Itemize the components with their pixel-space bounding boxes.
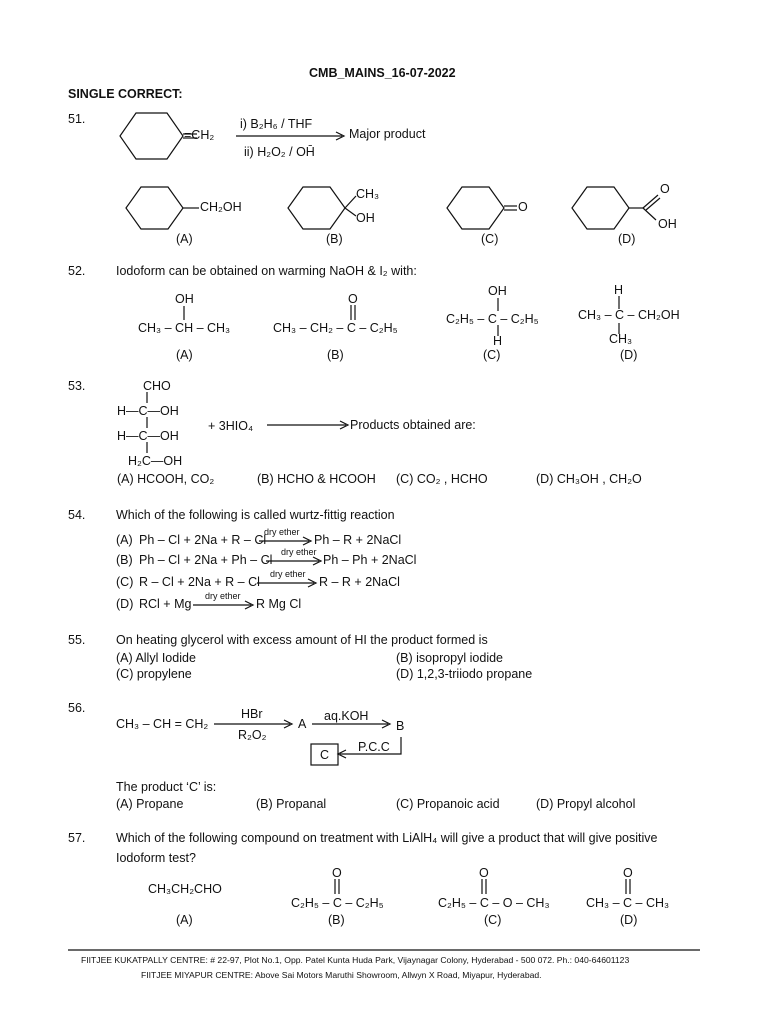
q57-text-1: Which of the following compound on treatment with LiAlH₄ will give a product that will give positive (116, 831, 658, 845)
q54-option-d-right: R Mg Cl (256, 597, 302, 611)
q56-reagent-bottom: R₂O₂ (238, 728, 267, 742)
q51-ring-d (572, 187, 629, 229)
q54-option-a-right: Ph – R + 2NaCl (314, 533, 402, 547)
q51-option-a: (A) (176, 232, 193, 246)
q52-option-c: (C) (483, 348, 501, 362)
q52-b-top: O (348, 292, 358, 306)
q56-number: 56. (68, 701, 86, 715)
q52-b-main: CH₃ – CH₂ – C – C₂H₅ (273, 321, 398, 335)
q51-ring-a (126, 187, 183, 229)
q55-number: 55. (68, 633, 86, 647)
q56-option-c: (C) Propanoic acid (396, 797, 500, 811)
q56-option-b: (B) Propanal (256, 797, 327, 811)
q56-product-a: A (298, 717, 307, 731)
q57-d-main: CH₃ – C – CH₃ (586, 896, 670, 910)
q51-reactant-ring (120, 113, 183, 159)
q52-option-b: (B) (327, 348, 344, 362)
q52-d-main: CH₃ – C – CH₂OH (578, 308, 680, 322)
q57-b-top: O (332, 866, 342, 880)
q51-ring-b (288, 187, 345, 229)
q52-option-d: (D) (620, 348, 638, 362)
q51-reagent-2: ii) H₂O₂ / OH̄ (244, 145, 315, 159)
q54-option-b-label: (B) (116, 553, 133, 567)
q56-question: The product ‘C’ is: (116, 780, 217, 794)
q53-option-a: (A) HCOOH, CO₂ (117, 472, 215, 486)
q54-option-d-label: (D) (116, 597, 134, 611)
q51-option-c: (C) (481, 232, 499, 246)
q53-option-b: (B) HCHO & HCOOH (257, 472, 376, 486)
q53-row-1: H—C—OH (117, 404, 179, 418)
q54-option-b-right: Ph – Ph + 2NaCl (323, 553, 417, 567)
section-heading: SINGLE CORRECT: (68, 87, 183, 101)
q54-option-d-arrow-label: dry ether (205, 591, 241, 601)
q54-option-c-left: R – Cl + 2Na + R – Cl (139, 575, 260, 589)
q57-text-2: Iodoform test? (116, 851, 196, 865)
q51-d-group-1: O (660, 182, 670, 196)
q51-option-b: (B) (326, 232, 343, 246)
q57-option-d: (D) (620, 913, 638, 927)
q51-reagent-1: i) B₂H₆ / THF (240, 117, 313, 131)
q56-reagent-2: aq.KOH (324, 709, 369, 723)
q57-a-main: CH₃CH₂CHO (148, 882, 222, 896)
q52-c-top: OH (488, 284, 507, 298)
q54-option-d-left: RCl + Mg (139, 597, 192, 611)
q51-option-d: (D) (618, 232, 636, 246)
q55-option-b: (B) isopropyl iodide (396, 651, 503, 665)
q51-number: 51. (68, 112, 86, 126)
q52-text: Iodoform can be obtained on warming NaOH & I₂ with: (116, 264, 417, 278)
q57-number: 57. (68, 831, 86, 845)
q54-option-c-right: R – R + 2NaCl (319, 575, 400, 589)
q51-reactant-group: =CH₂ (184, 128, 215, 142)
q52-c-main: C₂H₅ – C – C₂H₅ (446, 312, 539, 326)
q56-product-b: B (396, 719, 405, 733)
q54-option-b-arrow-label: dry ether (281, 547, 317, 557)
q52-c-bottom: H (493, 334, 503, 348)
q57-d-top: O (623, 866, 633, 880)
q56-reagent-top: HBr (241, 707, 263, 721)
q53-bottom: H₂C—OH (128, 454, 183, 468)
q54-text: Which of the following is called wurtz-fittig reaction (116, 508, 395, 522)
q53-number: 53. (68, 379, 86, 393)
footer-line-2: FIITJEE MIYAPUR CENTRE: Above Sai Motors Maruthi Showroom, Allwyn X Road, Miyapur, Hyderabad. (141, 970, 542, 980)
q51-a-group: CH₂OH (200, 200, 242, 214)
q57-option-a: (A) (176, 913, 193, 927)
q55-option-a: (A) Allyl Iodide (116, 651, 196, 665)
q51-result: Major product (349, 127, 426, 141)
q52-a-top: OH (175, 292, 194, 306)
q56-reagent-3: P.C.C (358, 740, 390, 754)
q57-option-c: (C) (484, 913, 502, 927)
q53-option-d: (D) CH₃OH , CH₂O (536, 472, 642, 486)
footer-line-1: FIITJEE KUKATPALLY CENTRE: # 22-97, Plot No.1, Opp. Patel Kunta Huda Park, Vijaynagar Colony, Hyderabad - 500 072. Ph.: 040-64601123 (81, 955, 630, 965)
q51-b-group-2: OH (356, 211, 375, 225)
q57-option-b: (B) (328, 913, 345, 927)
q54-option-b-left: Ph – Cl + 2Na + Ph – Cl (139, 553, 273, 567)
q52-d-top: H (614, 283, 624, 297)
q53-top: CHO (143, 379, 171, 393)
page-title: CMB_MAINS_16-07-2022 (309, 66, 456, 80)
q54-option-c-arrow-label: dry ether (270, 569, 306, 579)
q55-option-c: (C) propylene (116, 667, 192, 681)
q51-d-group-2: OH (658, 217, 677, 231)
q56-option-d: (D) Propyl alcohol (536, 797, 636, 811)
q53-reagent: + 3HIO₄ (208, 419, 254, 433)
q52-option-a: (A) (176, 348, 193, 362)
q51-c-group: O (518, 200, 528, 214)
q56-product-c: C (320, 748, 330, 762)
q56-reactant: CH₃ – CH = CH₂ (116, 717, 209, 731)
q54-option-c-label: (C) (116, 575, 134, 589)
q51-ring-c (447, 187, 504, 229)
q57-b-main: C₂H₅ – C – C₂H₅ (291, 896, 384, 910)
q54-option-a-label: (A) (116, 533, 133, 547)
q54-option-a-left: Ph – Cl + 2Na + R – Cl (139, 533, 267, 547)
q52-d-bottom: CH₃ (609, 332, 633, 346)
q53-result: Products obtained are: (350, 418, 476, 432)
q53-option-c: (C) CO₂ , HCHO (396, 472, 488, 486)
q51-b-group-1: CH₃ (356, 187, 380, 201)
q54-option-a-arrow-label: dry ether (264, 527, 300, 537)
q56-option-a: (A) Propane (116, 797, 184, 811)
q55-text: On heating glycerol with excess amount of HI the product formed is (116, 633, 488, 647)
q55-option-d: (D) 1,2,3-triiodo propane (396, 667, 533, 681)
q53-row-2: H—C—OH (117, 429, 179, 443)
q57-c-top: O (479, 866, 489, 880)
q54-number: 54. (68, 508, 86, 522)
q52-a-main: CH₃ – CH – CH₃ (138, 321, 231, 335)
q57-c-main: C₂H₅ – C – O – CH₃ (438, 896, 550, 910)
q52-number: 52. (68, 264, 86, 278)
